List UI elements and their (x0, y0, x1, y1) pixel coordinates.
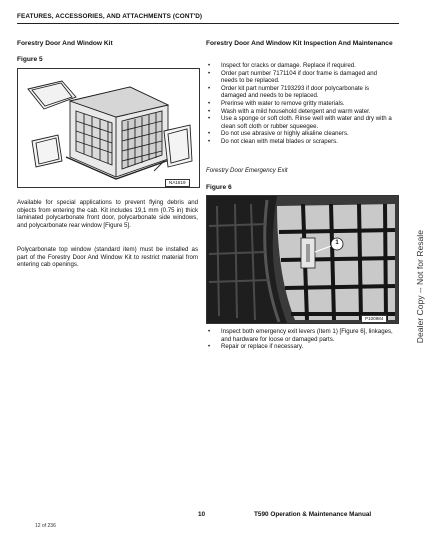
list-item: • Repair or replace if necessary. (206, 343, 395, 351)
page-number: 10 (198, 511, 206, 518)
list-item: • Order kit part number 7193293 if door polycarbonate is damaged and needs to be replaced. (206, 85, 395, 100)
manual-title: T590 Operation & Maintenance Manual (254, 511, 372, 518)
kit-description: Available for special applications to prevent flying debris and objects from entering the cab. Kit includes 19,1 mm (0.75 in) thick laminated polycarbonate front door, polycarbonate side windows, and polycarbonate rear window [Figure 5]. (17, 199, 198, 229)
kit-section-title: Forestry Door And Window Kit (17, 40, 113, 47)
emergency-exit-title: Forestry Door Emergency Exit (206, 167, 288, 174)
callout-1: 1 (335, 240, 339, 246)
emergency-exit-list (206, 328, 395, 351)
figure-6-label: Figure 6 (206, 184, 232, 191)
emergency-exit-photo (207, 196, 398, 323)
list-item: • Do not use abrasive or highly alkaline cleaners. (206, 130, 395, 138)
list-item: • Prerinse with water to remove gritty materials. (206, 100, 395, 108)
list-item: • Use a sponge or soft cloth. Rinse well with water and dry with a clean soft cloth or rubber squeegee. (206, 115, 395, 130)
figure-5-label: Figure 5 (17, 56, 43, 63)
list-item: • Order part number 7171104 if door frame is damaged and needs to be replaced. (206, 70, 395, 85)
list-item: • Do not clean with metal blades or scrapers. (206, 138, 395, 146)
header-rule (17, 23, 399, 24)
inspection-list (206, 62, 395, 146)
figure-6-tag: P100984 (361, 315, 387, 323)
inspection-section-title: Forestry Door And Window Kit Inspection And Maintenance (206, 40, 393, 47)
list-item: • Inspect both emergency exit levers (Item 1) [Figure 6], linkages, and hardware for loose or damaged parts. (206, 328, 395, 343)
dealer-copy-watermark: Dealer Copy -- Not for Resale (415, 230, 425, 344)
figure-6-image (206, 195, 399, 324)
page-header: FEATURES, ACCESSORIES, AND ATTACHMENTS (CONT'D) (17, 13, 203, 20)
cab-illustration (18, 69, 199, 187)
figure-5-image (17, 68, 200, 188)
top-window-note: Polycarbonate top window (standard item) must be installed as part of the Forestry Door And Window Kit to restrict material from entering cab openings. (17, 246, 198, 269)
page-counter: 12 of 236 (35, 523, 56, 529)
list-item: • Inspect for cracks or damage. Replace if required. (206, 62, 395, 70)
list-item: • Wash with a mild household detergent and warm water. (206, 108, 395, 116)
figure-5-tag: NA1819 (165, 179, 190, 187)
